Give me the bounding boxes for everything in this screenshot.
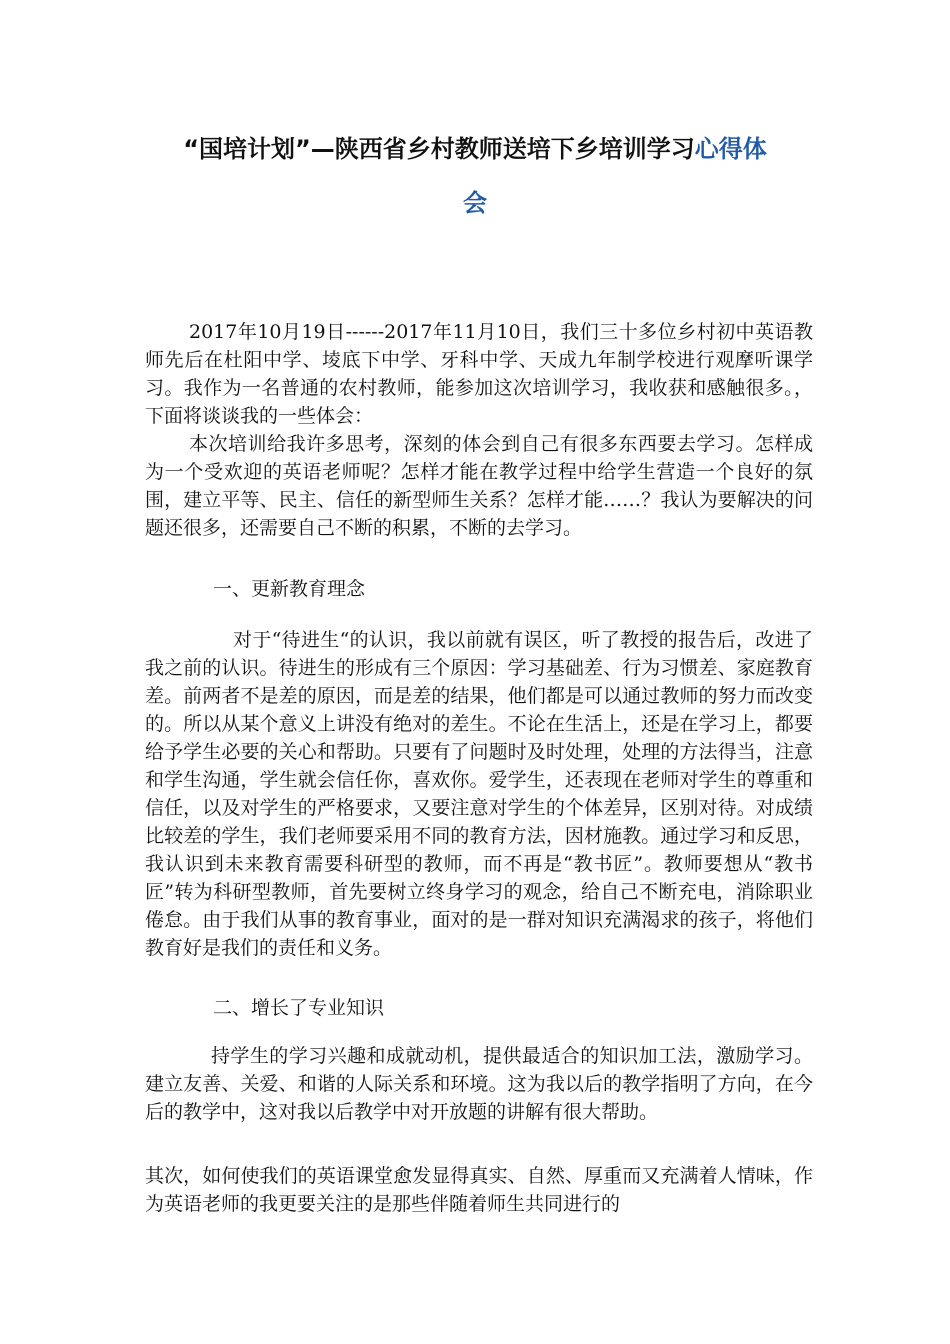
paragraph-secondly: 其次，如何使我们的英语课堂愈发显得真实、自然、厚重而又充满着人情味，作为英语老师的我更要关注的是那些伴随着师生共同进行的 (145, 1165, 813, 1215)
title-accent-link-continued[interactable]: 会 (463, 189, 487, 217)
title-accent-link[interactable]: 心得体 (694, 135, 767, 163)
paragraph-reflection: 本次培训给我许多思考，深刻的体会到自己有很多东西要去学习。怎样成为一个受欢迎的英语老师呢？怎样才能在教学过程中给学生营造一个良好的氛围，建立平等、民主、信任的新型师生关系？怎样才能……？我认为要解决的问题还很多，还需要自己不断的积累，不断的去学习。 (145, 433, 813, 539)
paragraph-intro: 2017年10月19日------2017年11月10日，我们三十多位乡村初中英语教师先后在杜阳中学、堎底下中学、牙科中学、天成九年制学校进行观摩听课学习。我作为一名普通的农村教师，能参加这次培训学习，我收获和感触很多。，下面将谈谈我的一些体会： (145, 321, 813, 427)
document-title (100, 122, 850, 230)
section-heading-2: 二、增长了专业知识 (213, 997, 385, 1019)
title-main: “国培计划”—陕西省乡村教师送培下乡培训学习 (183, 135, 695, 163)
paragraph-professional-knowledge: 持学生的学习兴趣和成就动机，提供最适合的知识加工法，激励学习。建立友善、关爱、和谐的人际关系和环境。这为我以后的教学指明了方向，在今后的教学中，这对我以后教学中对开放题的讲解有很大帮助。 (145, 1045, 813, 1123)
section-heading-1: 一、更新教育理念 (213, 578, 366, 600)
paragraph-education-concept: 对于“待进生“的认识，我以前就有误区，听了教授的报告后，改进了我之前的认识。待进生的形成有三个原因：学习基础差、行为习惯差、家庭教育差。前两者不是差的原因，而是差的结果，他们都是可以通过教师的努力而改变的。所以从某个意义上讲没有绝对的差生。不论在生活上，还是在学习上，都要给予学生必要的关心和帮助。只要有了问题时及时处理，处理的方法得当，注意和学生沟通，学生就会信任你，喜欢你。爱学生，还表现在老师对学生的尊重和信任，以及对学生的严格要求，又要注意对学生的个体差异，区别对待。对成绩比较差的学生，我们老师要采用不同的教育方法，因材施教。通过学习和反思，我认识到未来教育需要科研型的教师，而不再是“教书匠”。教师要想从“教书匠”转为科研型教师，首先要树立终身学习的观念，给自己不断充电，消除职业倦怠。由于我们从事的教育事业，面对的是一群对知识充满渴求的孩子，将他们教育好是我们的责任和义务。 (145, 629, 813, 959)
